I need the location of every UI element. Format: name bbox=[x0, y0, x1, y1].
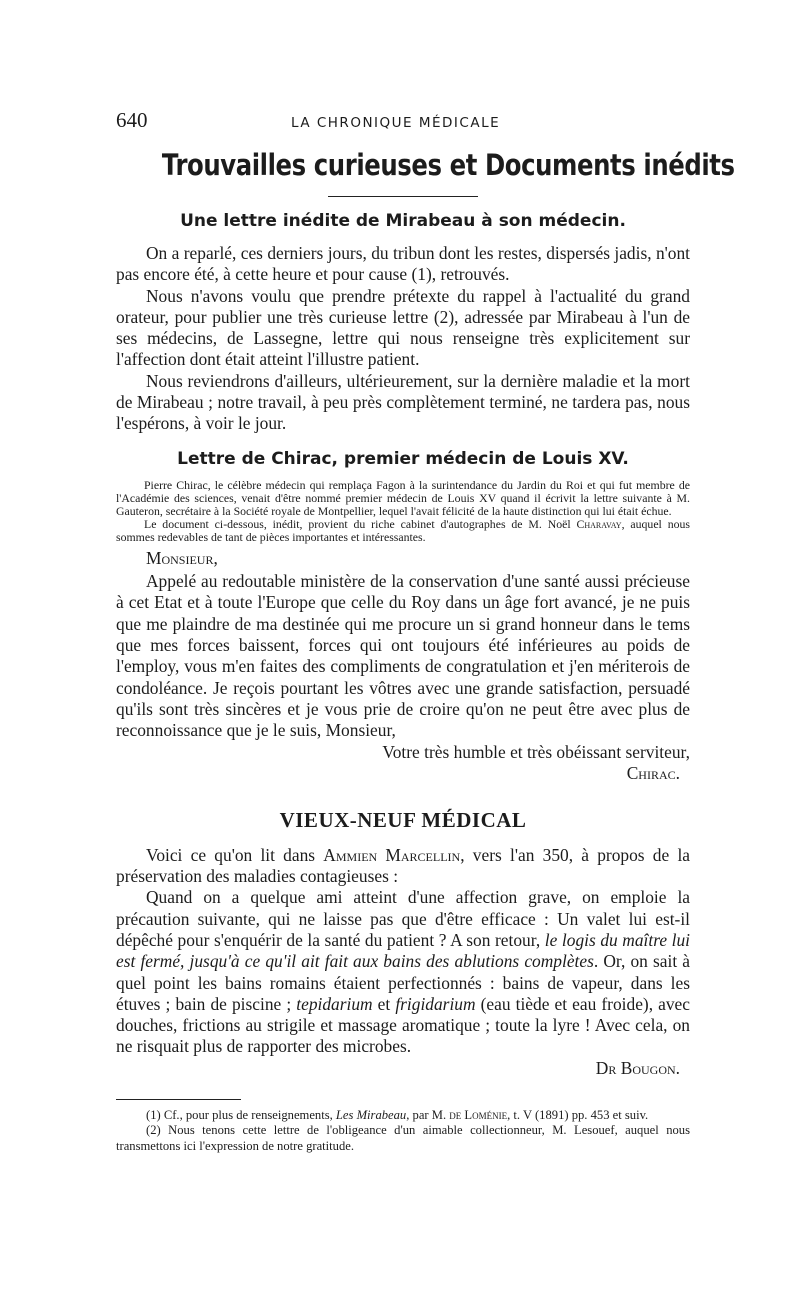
footnote-2: (2) Nous tenons cette lettre de l'obligeance d'un aimable collectionneur, M. Lesouef, auquel nous transmettons ici l'expression de notre gratitude. bbox=[116, 1123, 690, 1153]
letter-signature: Chirac. bbox=[626, 762, 680, 783]
letter-intro-source: Le document ci-dessous, inédit, provient du riche cabinet d'autographes de M. Noël Charavay, auquel nous sommes redevables de tant de pièces importantes et intéressantes. bbox=[116, 516, 690, 545]
article-1-paragraph: On a reparlé, ces derniers jours, du tribun dont les restes, dispersés jadis, n'ont pas encore été, à cette heure et pour cause (1), retrouvés. bbox=[116, 243, 690, 285]
journal-title: LA CHRONIQUE MÉDICALE bbox=[291, 115, 501, 131]
article-2-title: VIEUX-NEUF MÉDICAL bbox=[279, 807, 527, 832]
letter-intro: Pierre Chirac, le célèbre médecin qui remplaça Fagon à la surintendance du Jardin du Roi et qui fut membre de l'Académie des sciences, venait d'être nommé premier médecin de Louis XV quand il écrivit la lettre suivante à M. Gauteron, secrétaire à la Société royale de Montpellier, lequel l'avait félicité de la haute distinction qui lui était échue. bbox=[116, 477, 690, 518]
title-rule bbox=[328, 196, 478, 197]
article-1-paragraph: Nous n'avons voulu que prendre prétexte du rappel à l'actualité du grand orateur, pour publier une très curieuse lettre (2), adressée par Mirabeau à l'un de ses médecins, de Lassegne, lettre qui nous renseigne très explicitement sur l'affection dont était atteint l'illustre patient. bbox=[116, 285, 690, 370]
letter-body: Appelé au redoutable ministère de la conservation d'une santé aussi précieuse à cet Etat et à toute l'Europe que celle du Roy dans un âge fort avancé, je ne puis que me plaindre de ma destinée qui me procure un si grand honneur dans le tems que mes forces baissent, forces qui ont toujours été inférieures au poids de l'employ, vous m'en faites des compliments de congratulation et j'en mériterois de condoléance. Je reçois pourtant les vôtres avec une grande satisfaction, persuadé qu'ils sont très sincères et je vous prie de croire qu'on ne peut être avec plus de reconnoissance que je le suis, Monsieur, bbox=[116, 571, 690, 741]
article-1-paragraph: Nous reviendrons d'ailleurs, ultérieurement, sur la dernière maladie et la mort de Mirabeau ; notre travail, à peu près complètement terminé, ne tardera pas, nous l'espérons, à voir le jour. bbox=[116, 370, 690, 434]
letter-salutation: Monsieur, bbox=[146, 548, 218, 569]
article-2-paragraph: Quand on a quelque ami atteint d'une affection grave, on emploie la précaution suivante, qui ne laisse pas que d'être efficace : Un valet lui est-il dépêché pour s'enquérir de la santé du patient ? A son retour, le logis du maître lui est fermé, jusqu'à ce qu'il ait fait aux bains des ablutions complètes. Or, on sait à quel point les bains romains étaient perfectionnés : bains de vapeur, dans les étuves ; bain de piscine ; tepidarium et frigidarium (eau tiède et eau froide), avec douches, frictions au strigile et massage aromatique ; toute la lyre ! Avec cela, on ne risquait plus de rapporter des microbes. bbox=[116, 887, 691, 1057]
article-2-paragraph: Voici ce qu'on lit dans Ammien Marcellin, vers l'an 350, à propos de la préservation des maladies contagieuses : bbox=[116, 844, 691, 887]
article-1-title: Une lettre inédite de Mirabeau à son médecin. bbox=[180, 211, 626, 231]
footnote-1: (1) Cf., pour plus de renseignements, Les Mirabeau, par M. de Loménie, t. V (1891) pp. 453 et suiv. bbox=[146, 1107, 649, 1122]
page-number: 640 bbox=[116, 108, 148, 132]
author-name: Ammien Marcellin bbox=[323, 844, 461, 865]
article-2-signature: Dr Bougon. bbox=[595, 1057, 680, 1078]
letter-closing: Votre très humble et très obéissant serviteur, bbox=[382, 741, 690, 762]
letter-title: Lettre de Chirac, premier médecin de Louis XV. bbox=[177, 448, 629, 469]
running-head bbox=[116, 108, 690, 140]
section-title: Trouvailles curieuses et Documents inédits bbox=[161, 148, 735, 182]
footnote-rule bbox=[116, 1099, 241, 1100]
author-name: Charavay bbox=[576, 516, 622, 531]
